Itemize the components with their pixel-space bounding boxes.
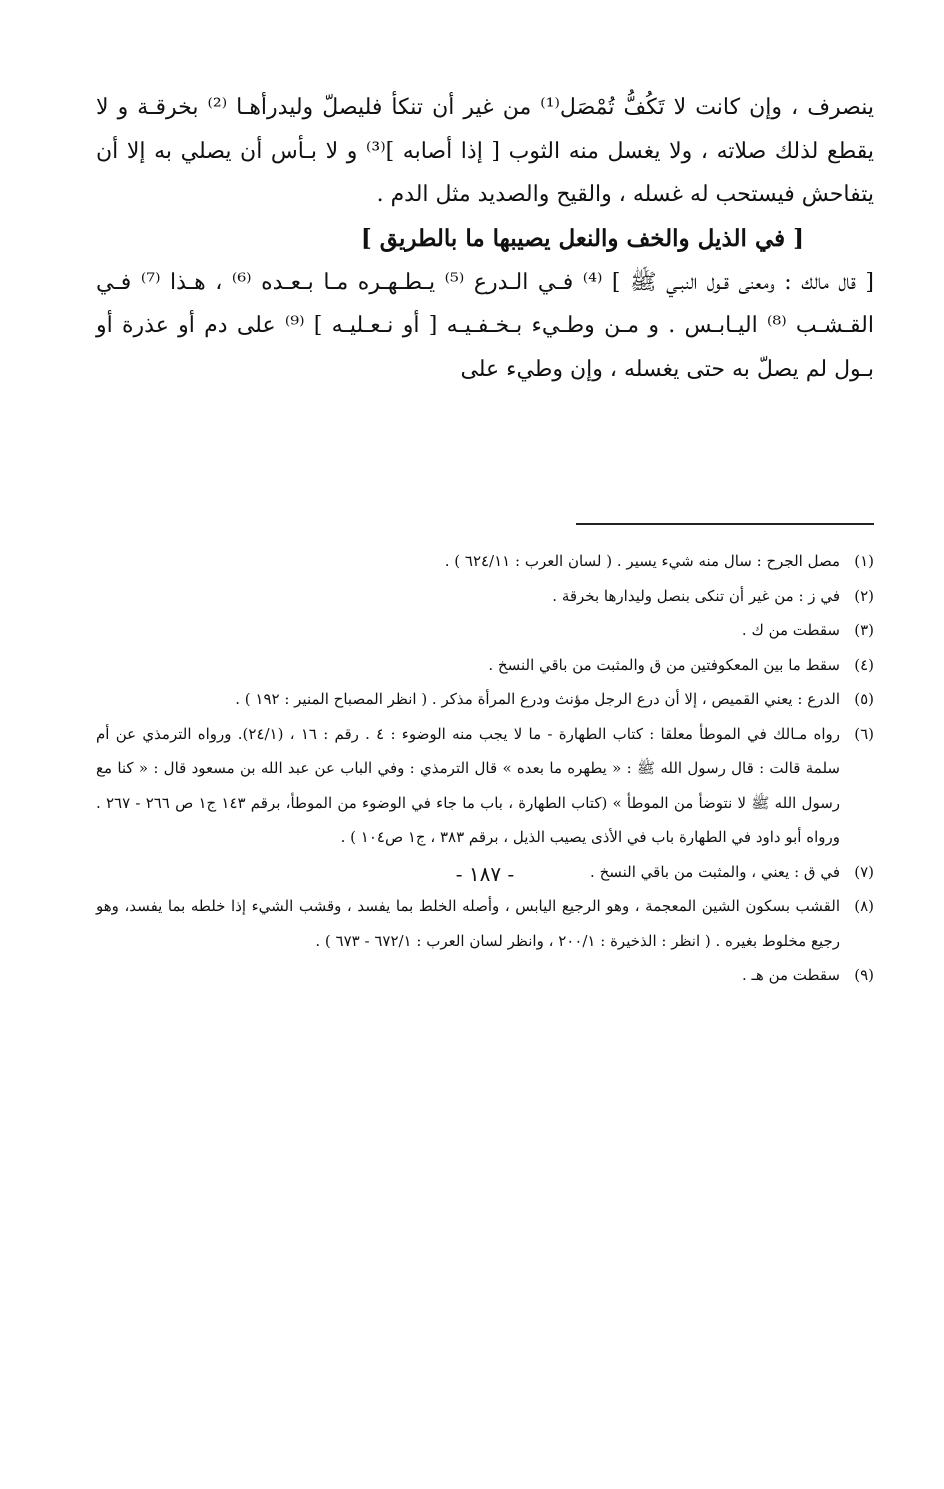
footnote-divider — [576, 523, 874, 525]
footnote-2 — [96, 579, 874, 614]
footnote-1 — [96, 544, 874, 579]
footnote-text: سقطت من ك . — [741, 621, 840, 639]
paragraph-2: [ قال مالك : ومعنى قـول النبـي ﷺ ] ⁽⁴⁾ فـي الـدرع ⁽⁵⁾ يـطـهـره مـا بـعـده ⁽⁶⁾ ، هـذا ⁽⁷⁾ فـي القـشـب ⁽⁸⁾ اليـابـس . و مـن وطـيء بـخـفـيـه [ أو نـعـليـه ] ⁽⁹⁾ على دم أو عذرة أو بـول لم يصلّ به حتى يغسله ، وإن وطيء على — [96, 269, 874, 382]
footnote-text: رواه مـالك في الموطأ معلقا : كتاب الطهارة - ما لا يجب منه الوضوء : ٤ . رقم : ١٦ ، (٢٤/١). ورواه الترمذي عن أم سلمة قالت : قال رسول الله ﷺ : « يطهره ما بعده » قال الترمذي : وفي الباب عن عبد الله بن مسعود قال : « كنا مع رسول الله ﷺ لا نتوضأ من الموطأ » (كتاب الطهارة ، باب ما جاء في الوضوء من الموطأ، برقم ١٤٣ ج١ ص ٢٦٦ - ٢٦٧ . ورواه أبو داود في الطهارة باب في الأذى يصيب الذيل ، برقم ٣٨٣ ، ج١ ص١٠٤ ) . — [96, 724, 841, 846]
footnote-number: (٦) — [854, 724, 874, 743]
footnote-text: سقط ما بين المعكوفتين من ق والمثبت من باقي النسخ . — [488, 655, 840, 674]
footnote-3 — [96, 613, 874, 648]
footnote-number: (٧) — [854, 862, 874, 881]
footnote-4 — [96, 648, 874, 683]
footnote-number: (٢) — [854, 586, 874, 605]
footnote-number: (١) — [854, 552, 874, 570]
footnote-number: (٩) — [854, 966, 874, 984]
main-text — [96, 86, 874, 391]
footnote-8 — [96, 889, 874, 958]
footnote-number: (٤) — [854, 655, 874, 674]
footnote-9 — [96, 958, 874, 993]
footnote-6 — [96, 717, 874, 855]
footnote-number: (٥) — [854, 690, 874, 708]
footnote-text: في ز : من غير أن تنكى بنصل وليدارها بخرقة . — [552, 586, 840, 605]
footnotes — [96, 544, 874, 993]
footnote-text: مصل الجرح : سال منه شيء يسير . ( لسان العرب : ٦٢٤/١١ ) . — [444, 552, 840, 570]
paragraph-1: ينصرف ، وإن كانت لا تَكُفُّ تُمْصَل⁽¹⁾ من غير أن تنكأ فليصلّ وليدرأهـا ⁽²⁾ بخرقـة و لا يقطع لذلك صلاته ، ولا يغسل منه الثوب [ إذا أصابه ]⁽³⁾ و لا بـأس أن يصلي به إلا أن يتفاحش فيستحب له غسله ، والقيح والصديد مثل الدم . — [96, 95, 874, 207]
footnote-text: في ق : يعني ، والمثبت من باقي النسخ . — [590, 862, 840, 881]
footnote-number: (٨) — [854, 897, 874, 915]
footnote-text: القشب بسكون الشين المعجمة ، وهو الرجيع اليابس ، وأصله الخلط بما يفسد ، وقشب الشيء إذا خلطه بما يفسد، وهو رجيع مخلوط بغيره . ( انظر : الذخيرة : ٢٠٠/١ ، وانظر لسان العرب : ٦٧٢/١ - ٦٧٣ ) . — [96, 897, 840, 950]
footnote-text: سقطت من هـ . — [741, 966, 840, 984]
page-number: - ١٨٧ - — [455, 862, 515, 886]
section-heading: [ في الذيل والخف والنعل يصيبها ما بالطريق ] — [360, 224, 804, 252]
footnote-number: (٣) — [854, 621, 874, 639]
footnote-text: الدرع : يعني القميص ، إلا أن درع الرجل مؤنث ودرع المرأة مذكر . ( انظر المصباح المنير : ١٩٢ ) . — [235, 690, 840, 708]
page-content — [96, 86, 874, 984]
footnote-5 — [96, 682, 874, 717]
